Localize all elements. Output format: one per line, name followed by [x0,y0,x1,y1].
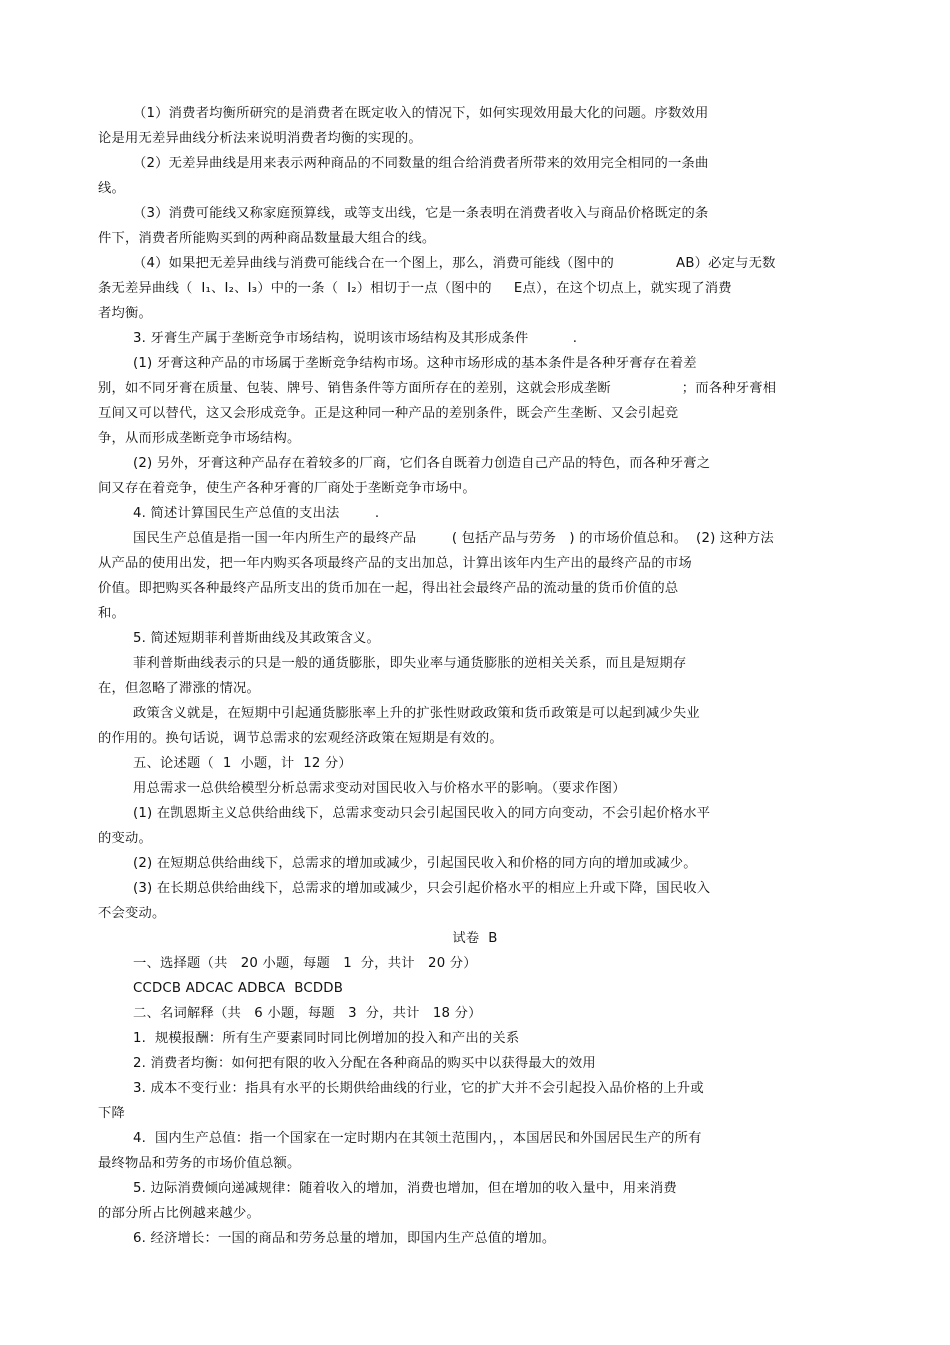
text-line: 互间又可以替代，这又会形成竞争。正是这种同一种产品的差别条件，既会产生垄断、又会引起竞 [98,406,679,421]
text-line: 线。 [98,181,125,196]
text-line: 和。 [98,606,125,621]
text-line: 的部分所占比例越来越少。 [98,1206,260,1221]
text-line: 在，但忽略了滞涨的情况。 [98,681,260,696]
exam-b-title: 试卷 B [452,931,498,946]
text-line: (1) 在凯恩斯主义总供给曲线下，总需求变动只会引起国民收入的同方向变动，不会引起价格水平 [133,806,711,821]
section-heading: 3. 牙膏生产属于垄断竞争市场结构，说明该市场结构及其形成条件 . [133,331,578,346]
text-line: 6. 经济增长：一国的商品和劳务总量的增加，即国内生产总值的增加。 [133,1231,556,1246]
text-line: (1) 牙膏这种产品的市场属于垄断竞争结构市场。这种市场形成的基本条件是各种牙膏存在着差 [133,356,697,371]
text-line: 件下，消费者所能购买到的两种商品数量最大组合的线。 [98,231,436,246]
text-line: 争，从而形成垄断竞争市场结构。 [98,431,301,446]
text-line: 2. 消费者均衡：如何把有限的收入分配在各种商品的购买中以获得最大的效用 [133,1056,596,1071]
text-line: 菲利普斯曲线表示的只是一般的通货膨胀，即失业率与通货膨胀的逆相关关系，而且是短期存 [133,656,687,671]
text-line: （2）无差异曲线是用来表示两种商品的不同数量的组合给消费者所带来的效用完全相同的一条曲 [133,156,709,171]
text-line: （3）消费可能线又称家庭预算线，或等支出线，它是一条表明在消费者收入与商品价格既定的条 [133,206,709,221]
text-line: 不会变动。 [98,906,166,921]
text-line: 1. 规模报酬：所有生产要素同时同比例增加的投入和产出的关系 [133,1031,520,1046]
section-heading: 五、论述题（ 1 小题，计 12 分） [133,756,352,771]
text-line: 的变动。 [98,831,152,846]
text-line: (3) 在长期总供给曲线下，总需求的增加或减少，只会引起价格水平的相应上升或下降，国民收入 [133,881,711,896]
text-line: 间又存在着竞争，使生产各种牙膏的厂商处于垄断竞争市场中。 [98,481,476,496]
text-line: 条无差异曲线（ Ⅰ₁、Ⅰ₂、Ⅰ₃）中的一条（ Ⅰ₂）相切于一点（图中的 E点），在这个切点上，就实现了消费 [98,281,732,296]
text-line: 从产品的使用出发，把一年内购买各项最终产品的支出加总，计算出该年内生产出的最终产品的市场 [98,556,692,571]
text-line: 5. 边际消费倾向递减规律：随着收入的增加，消费也增加，但在增加的收入量中，用来消费 [133,1181,677,1196]
text-line: 者均衡。 [98,306,152,321]
text-line: 论是用无差异曲线分析法来说明消费者均衡的实现的。 [98,131,422,146]
section-heading: 4. 简述计算国民生产总值的支出法 . [133,506,380,521]
text-line: 别，如不同牙膏在质量、包装、牌号、销售条件等方面所存在的差别，这就会形成垄断 ；而各种牙膏相 [98,381,777,396]
text-line: 国民生产总值是指一国一年内所生产的最终产品 ( 包括产品与劳务 ) 的市场价值总和。 (2) 这种方法 [133,531,774,546]
section-heading: 二、名词解释（共 6 小题，每题 3 分，共计 18 分） [133,1006,482,1021]
text-line: （1）消费者均衡所研究的是消费者在既定收入的情况下，如何实现效用最大化的问题。序数效用 [133,106,709,121]
text-line: 最终物品和劳务的市场价值总额。 [98,1156,301,1171]
text-line: 政策含义就是，在短期中引起通货膨胀率上升的扩张性财政政策和货币政策是可以起到减少失业 [133,706,700,721]
text-line: (2) 在短期总供给曲线下，总需求的增加或减少，引起国民收入和价格的同方向的增加或减少。 [133,856,697,871]
section-heading: 5. 简述短期菲利普斯曲线及其政策含义。 [133,631,380,646]
text-line: 价值。即把购买各种最终产品所支出的货币加在一起，得出社会最终产品的流动量的货币价值的总 [98,581,679,596]
text-line: 4. 国内生产总值：指一个国家在一定时期内在其领土范围内，，本国居民和外国居民生产的所有 [133,1131,702,1146]
text-line: 用总需求一总供给模型分析总需求变动对国民收入与价格水平的影响。（要求作图） [133,781,626,796]
text-line: 3. 成本不变行业：指具有水平的长期供给曲线的行业，它的扩大并不会引起投入品价格的上升或 [133,1081,704,1096]
text-line: 的作用的。换句话说，调节总需求的宏观经济政策在短期是有效的。 [98,731,503,746]
text-line: 下降 [98,1106,125,1121]
text-line: (2) 另外，牙膏这种产品存在着较多的厂商，它们各自既着力创造自己产品的特色，而各种牙膏之 [133,456,711,471]
text-line: （4）如果把无差异曲线与消费可能线合在一个图上，那么，消费可能线（图中的 AB）必定与无数 [133,256,776,271]
section-heading: 一、选择题（共 20 小题，每题 1 分，共计 20 分） [133,956,477,971]
answer-key: CCDCB ADCAC ADBCA BCDDB [133,981,344,996]
